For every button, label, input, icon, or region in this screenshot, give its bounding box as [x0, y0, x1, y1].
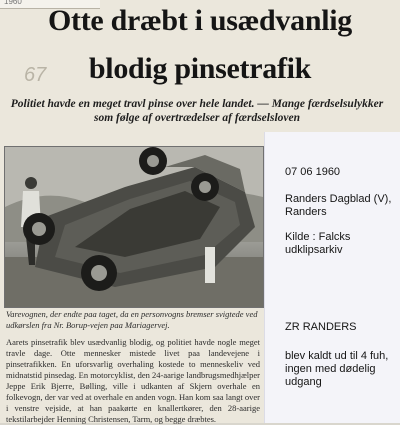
headline-line-1: Otte dræbt i usædvanlig [48, 4, 352, 37]
handwritten-note: 67 [24, 64, 47, 86]
corner-year-text: 1960 [4, 0, 22, 6]
note-comment: blev kaldt ud til 4 fuh, ingen med dødelig udgang [285, 350, 389, 388]
note-source: Randers Dagblad (V), Randers [285, 193, 392, 218]
note-archive-source: Kilde : Falcks udklipsarkiv [285, 231, 351, 256]
photo-caption: Varevognen, der endte paa taget, da en personvogns bremser svigtede ved udkørslen fra Nr. Borup-vejen paa Mariagervej. [6, 309, 258, 330]
note-subject: ZR RANDERS [285, 321, 357, 333]
archive-note-card [264, 132, 400, 423]
article-body: Aarets pinsetrafik blev usædvanlig blodig, og politiet havde nogle meget travle dage. Otte mennesker mistede livet paa landevejene i pinsetrafikken. En uforsvarlig overhaling kostede to menneskeliv ved midnatstid pinsedag. En motorcyklist, den 24-aarige landbrugsmedhjælper Jeppe Erik Bjerre, Bølling, ville i udkanten af Skjern overhale en folkevogn, der var ved at overhale en anden vogn. Han kom saa langt over i venstre vejside, at han paakørte en knallertkører, den 28-aarige tekstilarbejder Henning Christensen, Tarm, og begge dræbtes. [6, 337, 260, 424]
road-post [205, 247, 215, 283]
note-date: 07 06 1960 [285, 166, 341, 178]
photo-illustration [5, 147, 263, 307]
subheadline: Politiet havde en meget travl pinse over hele landet. — Mange færdselsulykker som følge af overtrædelser af færdselsloven [10, 98, 384, 124]
headline-line-2: blodig pinsetrafik [88, 52, 312, 85]
overturned-van-photo [4, 146, 264, 308]
